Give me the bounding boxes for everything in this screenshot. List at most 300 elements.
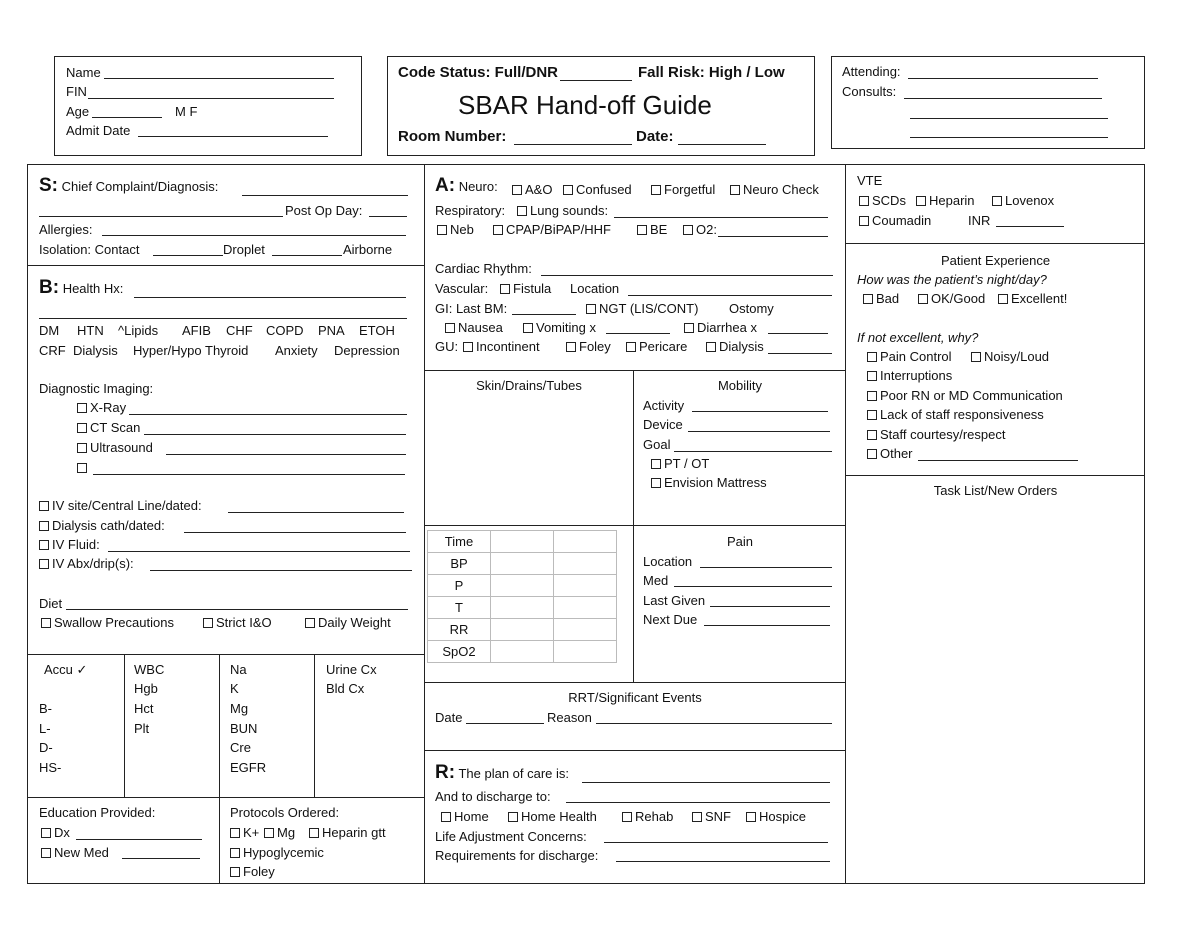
lab-mg: Mg	[230, 701, 249, 716]
rating-excellent-item	[998, 291, 1067, 306]
hx-thyroid: Hyper/Hypo Thyroid	[133, 343, 249, 358]
strict-io-checkbox[interactable]	[203, 618, 213, 628]
lab-b: B-	[39, 701, 52, 716]
respiratory-label: Respiratory:	[435, 203, 506, 218]
vte-coumadin-label: Coumadin	[872, 213, 932, 228]
protocol-heparin-label: Heparin gtt	[322, 825, 386, 840]
reason-responsiveness-item	[867, 407, 1044, 422]
rating-excellent-checkbox[interactable]	[998, 294, 1008, 304]
reason-pain-control-checkbox[interactable]	[867, 352, 877, 362]
vte-scds-checkbox[interactable]	[859, 196, 869, 206]
envision-checkbox[interactable]	[651, 478, 661, 488]
dc-hospice-item	[746, 809, 806, 824]
vitals-cell[interactable]	[554, 553, 617, 575]
reason-noisy-checkbox[interactable]	[971, 352, 981, 362]
envision-label: Envision Mattress	[664, 475, 767, 490]
lab-k: K	[230, 681, 239, 696]
rating-bad-checkbox[interactable]	[863, 294, 873, 304]
b-section	[39, 277, 124, 298]
requirements-field[interactable]	[616, 861, 830, 862]
last-given-label: Last Given	[643, 593, 706, 608]
pain-med-field[interactable]	[674, 586, 832, 587]
diet-field[interactable]	[66, 609, 408, 610]
neuro-forgetful-checkbox[interactable]	[651, 185, 661, 195]
vte-heparin-checkbox[interactable]	[916, 196, 926, 206]
ngt-checkbox[interactable]	[586, 304, 596, 314]
vitals-label: P	[428, 575, 491, 597]
gi-last-bm-label: GI: Last BM:	[435, 301, 508, 316]
iv-site-field[interactable]	[228, 512, 404, 513]
gu-pericare-checkbox[interactable]	[626, 342, 636, 352]
ultrasound-checkbox[interactable]	[77, 443, 87, 453]
attending-label: Attending:	[842, 64, 901, 79]
iv-site-item	[39, 498, 202, 513]
dc-snf-label: SNF	[705, 809, 731, 824]
reason-interruptions-checkbox[interactable]	[867, 371, 877, 381]
neuro-forgetful-item	[651, 182, 715, 197]
rating-bad-label: Bad	[876, 291, 900, 306]
chief-complaint-field[interactable]	[242, 195, 408, 196]
neuro-ao-label: A&O	[525, 182, 553, 197]
a-subgrid-mid-right	[633, 525, 846, 526]
protocol-hypo-checkbox[interactable]	[230, 848, 240, 858]
neuro-check-label: Neuro Check	[743, 182, 819, 197]
chief-complaint-label: Chief Complaint/Diagnosis:	[61, 179, 219, 194]
reason-noisy-item	[971, 349, 1049, 364]
gu-dialysis-field[interactable]	[768, 353, 832, 354]
dc-home-label: Home	[454, 809, 489, 824]
lab-hgb: Hgb	[134, 681, 158, 696]
discharge-to-label: And to discharge to:	[435, 789, 551, 804]
resp-o2-label: O2:	[696, 222, 717, 237]
consults-field-3[interactable]	[910, 137, 1108, 138]
ct-checkbox[interactable]	[77, 423, 87, 433]
name-field[interactable]	[104, 78, 334, 79]
lab-d: D-	[39, 740, 53, 755]
rrt-date-field[interactable]	[466, 723, 544, 724]
mobility-title: Mobility	[717, 378, 763, 393]
resp-be-item	[637, 222, 667, 237]
education-newmed-label: New Med	[54, 845, 109, 860]
gu-incontinent-label: Incontinent	[476, 339, 540, 354]
admit-date-field[interactable]	[138, 136, 328, 137]
labs-divider-1	[124, 654, 125, 797]
iv-fluid-field[interactable]	[108, 551, 410, 552]
labs-divider-3	[314, 654, 315, 797]
pain-location-field[interactable]	[700, 567, 832, 568]
swallow-checkbox[interactable]	[41, 618, 51, 628]
imaging-other-item	[77, 460, 90, 475]
ultrasound-item	[77, 440, 153, 455]
hx-htn: HTN	[77, 323, 104, 338]
imaging-other-checkbox[interactable]	[77, 463, 87, 473]
education-newmed-checkbox[interactable]	[41, 848, 51, 858]
dc-home-health-label: Home Health	[521, 809, 597, 824]
vitals-label: SpO2	[428, 641, 491, 663]
dc-home-checkbox[interactable]	[441, 812, 451, 822]
swallow-label: Swallow Precautions	[54, 615, 174, 630]
r-section	[435, 762, 570, 783]
pain-location-label: Location	[643, 554, 693, 569]
fin-field[interactable]	[88, 98, 334, 99]
swallow-item	[41, 615, 174, 630]
reason-interruptions-label: Interruptions	[880, 368, 953, 383]
hx-afib: AFIB	[182, 323, 211, 338]
reason-other-checkbox[interactable]	[867, 449, 877, 459]
resp-neb-label: Neb	[450, 222, 474, 237]
ultrasound-field[interactable]	[166, 454, 406, 455]
vitals-cell[interactable]	[491, 575, 554, 597]
protocol-heparin-item	[309, 825, 386, 840]
age-label: Age	[66, 104, 90, 119]
protocol-k-item	[230, 825, 259, 840]
isolation-label: Isolation: Contact	[39, 242, 140, 257]
xray-field[interactable]	[129, 414, 407, 415]
reason-courtesy-label: Staff courtesy/respect	[880, 427, 1006, 442]
education-dx-field[interactable]	[76, 839, 202, 840]
allergies-label: Allergies:	[39, 222, 93, 237]
vitals-row-t	[428, 597, 617, 619]
diagnostic-imaging-label: Diagnostic Imaging:	[39, 381, 154, 396]
droplet-field[interactable]	[272, 255, 342, 256]
vitals-cell[interactable]	[491, 553, 554, 575]
vitals-cell[interactable]	[491, 597, 554, 619]
nausea-item	[445, 320, 503, 335]
date-field[interactable]	[678, 144, 766, 145]
vitals-cell[interactable]	[554, 597, 617, 619]
vte-scds-item	[859, 193, 906, 208]
ct-item	[77, 420, 140, 435]
life-adjustment-field[interactable]	[604, 842, 828, 843]
b-letter: B:	[39, 277, 60, 298]
airborne-label: Airborne	[343, 242, 393, 257]
page-title: SBAR Hand-off Guide	[458, 90, 712, 120]
iv-fluid-item	[39, 537, 100, 552]
admit-date-label: Admit Date	[66, 123, 131, 138]
code-status-label: Code Status: Full/DNR	[398, 64, 558, 81]
diet-label: Diet	[39, 596, 63, 611]
rating-ok-label: OK/Good	[931, 291, 986, 306]
plan-label: The plan of care is:	[458, 766, 570, 781]
lung-sounds-field[interactable]	[614, 217, 828, 218]
gu-foley-checkbox[interactable]	[566, 342, 576, 352]
rrt-title: RRT/Significant Events	[568, 690, 702, 705]
hx-dm: DM	[39, 323, 60, 338]
vitals-cell[interactable]	[554, 619, 617, 641]
vascular-label: Vascular:	[435, 281, 489, 296]
pain-title: Pain	[726, 534, 754, 549]
iv-site-label: IV site/Central Line/dated:	[52, 498, 202, 513]
s-section	[39, 175, 219, 196]
xray-checkbox[interactable]	[77, 403, 87, 413]
lab-bld-cx: Bld Cx	[326, 681, 365, 696]
device-field[interactable]	[688, 431, 830, 432]
vitals-row-p	[428, 575, 617, 597]
dc-home-health-checkbox[interactable]	[508, 812, 518, 822]
diarrhea-checkbox[interactable]	[684, 323, 694, 333]
diarrhea-label: Diarrhea x	[697, 320, 757, 335]
diarrhea-field[interactable]	[768, 333, 828, 334]
iv-abx-checkbox[interactable]	[39, 559, 49, 569]
diarrhea-item	[684, 320, 757, 335]
vitals-table	[427, 530, 617, 663]
hx-pna: PNA	[318, 323, 345, 338]
hx-depression: Depression	[334, 343, 400, 358]
ostomy-label: Ostomy	[729, 301, 774, 316]
protocol-k-label: K+	[243, 825, 260, 840]
reason-other-field[interactable]	[918, 460, 1078, 461]
fistula-item	[500, 281, 551, 296]
vascular-location-field[interactable]	[628, 295, 832, 296]
health-hx-field-2[interactable]	[39, 318, 407, 319]
dialysis-cath-label: Dialysis cath/dated:	[52, 518, 165, 533]
why-label: If not excellent, why?	[857, 330, 979, 345]
fistula-checkbox[interactable]	[500, 284, 510, 294]
sex-label: M F	[175, 104, 198, 119]
reason-communication-checkbox[interactable]	[867, 391, 877, 401]
education-dx-checkbox[interactable]	[41, 828, 51, 838]
pt-ot-label: PT / OT	[664, 456, 710, 471]
health-hx-label: Health Hx:	[62, 281, 124, 296]
reason-responsiveness-checkbox[interactable]	[867, 410, 877, 420]
protocol-mg-label: Mg	[277, 825, 296, 840]
lab-accu: Accu ✓	[44, 662, 88, 677]
vitals-label: BP	[428, 553, 491, 575]
hx-chf: CHF	[226, 323, 253, 338]
last-given-field[interactable]	[710, 606, 830, 607]
ct-field[interactable]	[144, 434, 406, 435]
room-number-label: Room Number:	[398, 128, 507, 145]
health-hx-field[interactable]	[134, 297, 406, 298]
hx-etoh: ETOH	[359, 323, 395, 338]
activity-field[interactable]	[692, 411, 828, 412]
rrt-reason-label: Reason	[547, 710, 592, 725]
lab-egfr: EGFR	[230, 760, 267, 775]
resp-be-checkbox[interactable]	[637, 225, 647, 235]
skin-drains-title: Skin/Drains/Tubes	[476, 378, 582, 393]
next-due-label: Next Due	[643, 612, 698, 627]
task-list-title: Task List/New Orders	[933, 483, 1058, 498]
pt-ot-checkbox[interactable]	[651, 459, 661, 469]
vte-coumadin-checkbox[interactable]	[859, 216, 869, 226]
vitals-cell[interactable]	[554, 641, 617, 663]
location-label: Location	[570, 281, 620, 296]
rating-ok-checkbox[interactable]	[918, 294, 928, 304]
vitals-row-rr	[428, 619, 617, 641]
daily-weight-label: Daily Weight	[318, 615, 391, 630]
vomiting-field[interactable]	[606, 333, 670, 334]
reason-courtesy-item	[867, 427, 1006, 442]
a-subgrid-top	[424, 370, 846, 371]
dc-hospice-label: Hospice	[759, 809, 806, 824]
fistula-label: Fistula	[513, 281, 552, 296]
droplet-label: Droplet	[223, 242, 265, 257]
ultrasound-label: Ultrasound	[90, 440, 153, 455]
dc-snf-item	[692, 809, 731, 824]
neuro-check-checkbox[interactable]	[730, 185, 740, 195]
chief-complaint-field-2[interactable]	[39, 216, 283, 217]
reason-courtesy-checkbox[interactable]	[867, 430, 877, 440]
dc-hospice-checkbox[interactable]	[746, 812, 756, 822]
protocol-k-checkbox[interactable]	[230, 828, 240, 838]
inr-label: INR	[968, 213, 991, 228]
resp-neb-item	[437, 222, 474, 237]
gu-incontinent-item	[463, 339, 540, 354]
iv-site-checkbox[interactable]	[39, 501, 49, 511]
gi-last-bm-field[interactable]	[512, 314, 576, 315]
experience-bottom-border	[845, 475, 1145, 476]
vte-title: VTE	[857, 173, 883, 188]
dc-rehab-item	[622, 809, 673, 824]
dialysis-cath-field[interactable]	[184, 532, 406, 533]
dc-rehab-checkbox[interactable]	[622, 812, 632, 822]
iv-abx-item	[39, 556, 134, 571]
education-newmed-field[interactable]	[122, 858, 200, 859]
imaging-other-field[interactable]	[93, 474, 405, 475]
protocols-title: Protocols Ordered:	[230, 805, 340, 820]
neuro-confused-checkbox[interactable]	[563, 185, 573, 195]
vitals-cell[interactable]	[491, 531, 554, 553]
gu-pericare-label: Pericare	[639, 339, 688, 354]
reason-interruptions-item	[867, 368, 952, 383]
pt-ot-item	[651, 456, 709, 471]
lab-wbc: WBC	[134, 662, 165, 677]
resp-o2-field[interactable]	[718, 236, 828, 237]
gu-dialysis-label: Dialysis	[719, 339, 764, 354]
dc-snf-checkbox[interactable]	[692, 812, 702, 822]
rating-bad-item	[863, 291, 899, 306]
hx-crf: CRF	[39, 343, 66, 358]
protocol-hypo-label: Hypoglycemic	[243, 845, 324, 860]
vte-lovenox-checkbox[interactable]	[992, 196, 1002, 206]
contact-field[interactable]	[153, 255, 223, 256]
date-label: Date:	[636, 128, 674, 145]
iv-abx-label: IV Abx/drip(s):	[52, 556, 134, 571]
nausea-label: Nausea	[458, 320, 503, 335]
goal-field[interactable]	[674, 451, 832, 452]
resp-cpap-item	[493, 222, 611, 237]
rrt-top-border	[424, 682, 846, 683]
resp-neb-checkbox[interactable]	[437, 225, 447, 235]
reason-pain-control-label: Pain Control	[880, 349, 952, 364]
lung-sounds-label: Lung sounds:	[530, 203, 609, 218]
allergies-field[interactable]	[102, 235, 406, 236]
lab-plt: Plt	[134, 721, 150, 736]
gu-dialysis-checkbox[interactable]	[706, 342, 716, 352]
vte-lovenox-label: Lovenox	[1005, 193, 1055, 208]
plan-field[interactable]	[582, 782, 830, 783]
post-op-day-label: Post Op Day:	[285, 203, 363, 218]
gu-dialysis-item	[706, 339, 764, 354]
vitals-label: T	[428, 597, 491, 619]
vitals-cell[interactable]	[554, 531, 617, 553]
gu-incontinent-checkbox[interactable]	[463, 342, 473, 352]
reason-communication-label: Poor RN or MD Communication	[880, 388, 1063, 403]
vte-bottom-border	[845, 243, 1145, 244]
next-due-field[interactable]	[704, 625, 830, 626]
a-section	[435, 175, 498, 196]
consults-label: Consults:	[842, 84, 897, 99]
vte-lovenox-item	[992, 193, 1054, 208]
xray-item	[77, 400, 126, 415]
room-number-field[interactable]	[514, 144, 632, 145]
hx-anxiety: Anxiety	[275, 343, 318, 358]
lung-sounds-checkbox[interactable]	[517, 206, 527, 216]
vte-coumadin-item	[859, 213, 931, 228]
resp-cpap-label: CPAP/BiPAP/HHF	[506, 222, 611, 237]
resp-o2-item	[683, 222, 717, 237]
protocol-mg-checkbox[interactable]	[264, 828, 274, 838]
resp-cpap-checkbox[interactable]	[493, 225, 503, 235]
gu-foley-label: Foley	[579, 339, 611, 354]
vitals-cell[interactable]	[491, 619, 554, 641]
inr-field[interactable]	[996, 226, 1064, 227]
xray-label: X-Ray	[90, 400, 127, 415]
protocol-foley-checkbox[interactable]	[230, 867, 240, 877]
age-field[interactable]	[92, 117, 162, 118]
r-letter: R:	[435, 762, 456, 783]
neuro-ao-checkbox[interactable]	[512, 185, 522, 195]
post-op-day-field[interactable]	[369, 216, 407, 217]
consults-field-1[interactable]	[904, 98, 1102, 99]
vitals-cell[interactable]	[554, 575, 617, 597]
requirements-label: Requirements for discharge:	[435, 848, 599, 863]
iv-fluid-checkbox[interactable]	[39, 540, 49, 550]
fall-risk-label: Fall Risk: High / Low	[638, 64, 785, 81]
discharge-to-field[interactable]	[566, 802, 830, 803]
nausea-checkbox[interactable]	[445, 323, 455, 333]
vomiting-label: Vomiting x	[536, 320, 596, 335]
activity-label: Activity	[643, 398, 685, 413]
neuro-check-item	[730, 182, 819, 197]
vitals-cell[interactable]	[491, 641, 554, 663]
task-list-area[interactable]	[847, 502, 1143, 882]
vertical-divider-left	[424, 164, 425, 884]
dc-rehab-label: Rehab	[635, 809, 674, 824]
dialysis-cath-item	[39, 518, 165, 533]
consults-field-2[interactable]	[910, 118, 1108, 119]
resp-o2-checkbox[interactable]	[683, 225, 693, 235]
labs-bottom-border	[27, 797, 425, 798]
iv-abx-field[interactable]	[150, 570, 412, 571]
r-top-border	[424, 750, 846, 751]
dialysis-cath-checkbox[interactable]	[39, 521, 49, 531]
life-adjustment-label: Life Adjustment Concerns:	[435, 829, 587, 844]
rrt-reason-field[interactable]	[596, 723, 832, 724]
vomiting-checkbox[interactable]	[523, 323, 533, 333]
ngt-label: NGT (LIS/CONT)	[599, 301, 699, 316]
protocol-foley-item	[230, 864, 275, 879]
code-status-field[interactable]	[560, 80, 632, 81]
vitals-label: RR	[428, 619, 491, 641]
lab-urine-cx: Urine Cx	[326, 662, 377, 677]
cardiac-rhythm-field[interactable]	[541, 275, 833, 276]
gu-pericare-item	[626, 339, 687, 354]
vte-heparin-label: Heparin	[929, 193, 975, 208]
hx-dialysis: Dialysis	[73, 343, 118, 358]
reason-other-item	[867, 446, 913, 461]
name-label: Name	[66, 65, 101, 80]
goal-label: Goal	[643, 437, 671, 452]
reason-noisy-label: Noisy/Loud	[984, 349, 1050, 364]
daily-weight-checkbox[interactable]	[305, 618, 315, 628]
attending-field[interactable]	[908, 78, 1098, 79]
a-letter: A:	[435, 175, 456, 196]
hx-copd: COPD	[266, 323, 304, 338]
rating-ok-item	[918, 291, 985, 306]
protocol-heparin-checkbox[interactable]	[309, 828, 319, 838]
s-b-divider	[27, 265, 425, 266]
